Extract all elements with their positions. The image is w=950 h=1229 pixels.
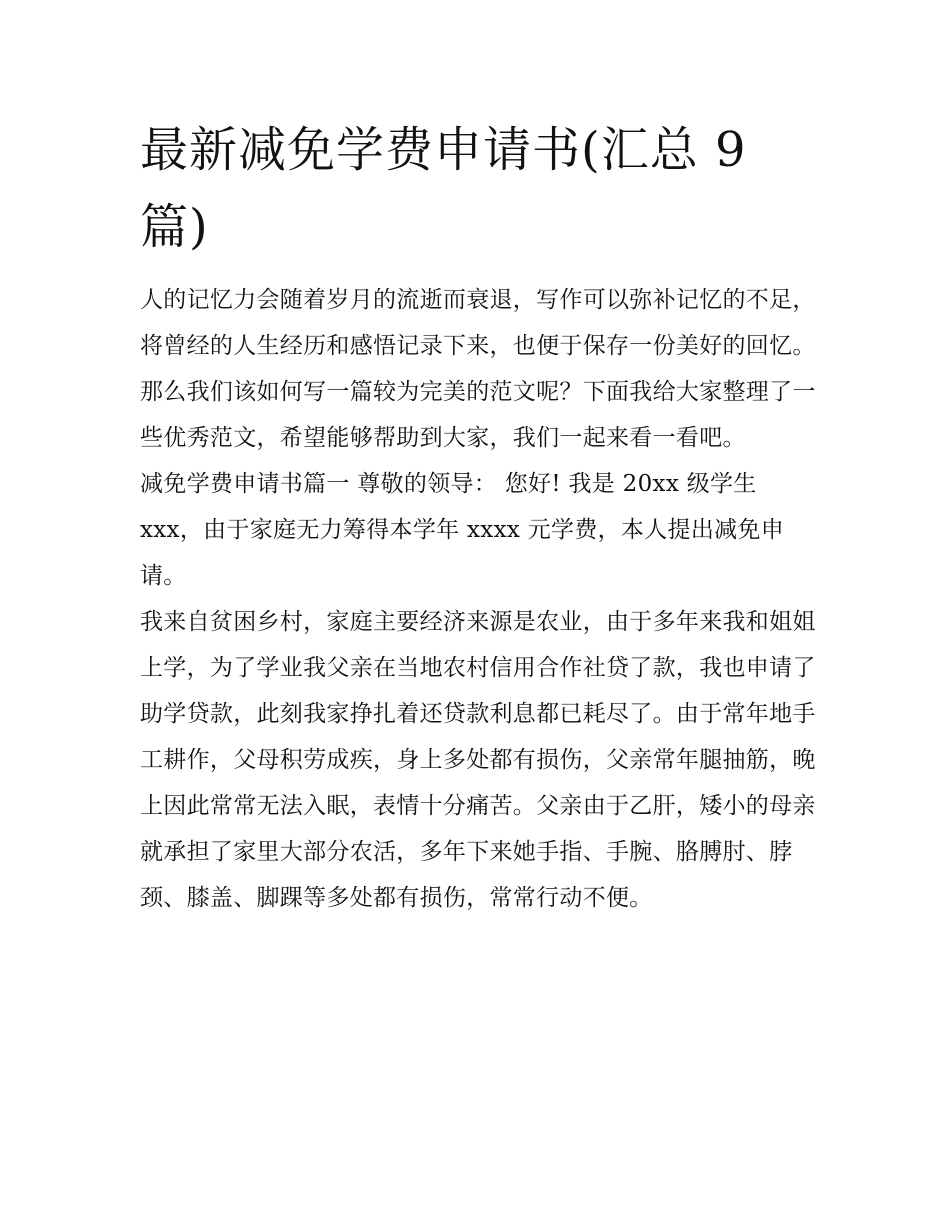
paragraph-intro: 人的记忆力会随着岁月的流逝而衰退，写作可以弥补记忆的不足，将曾经的人生经历和感悟记录下来，也便于保存一份美好的回忆。那么我们该如何写一篇较为完美的范文呢？下面我给大家整理了一些优秀范文，希望能够帮助到大家，我们一起来看一看吧。 (140, 287, 816, 451)
document-title: 最新减免学费申请书(汇总 9 篇) (140, 122, 747, 255)
document-body (140, 277, 820, 921)
paragraph-application-opening: 减免学费申请书篇一 尊敬的领导： 您好! 我是 20xx 级学生 xxx，由于家庭无力筹得本学年 xxxx 元学费，本人提出减免申请。 (140, 471, 785, 589)
paragraph-family-situation: 我来自贫困乡村，家庭主要经济来源是农业，由于多年来我和姐姐上学，为了学业我父亲在当地农村信用合作社贷了款，我也申请了助学贷款，此刻我家挣扎着还贷款利息都已耗尽了。由于常年地手工耕作，父母积劳成疾，身上多处都有损伤，父亲常年腿抽筋，晚上因此常常无法入眠，表情十分痛苦。父亲由于乙肝，矮小的母亲就承担了家里大部分农活，多年下来她手指、手腕、胳膊肘、脖颈、膝盖、脚踝等多处都有损伤，常常行动不便。 (140, 609, 816, 911)
